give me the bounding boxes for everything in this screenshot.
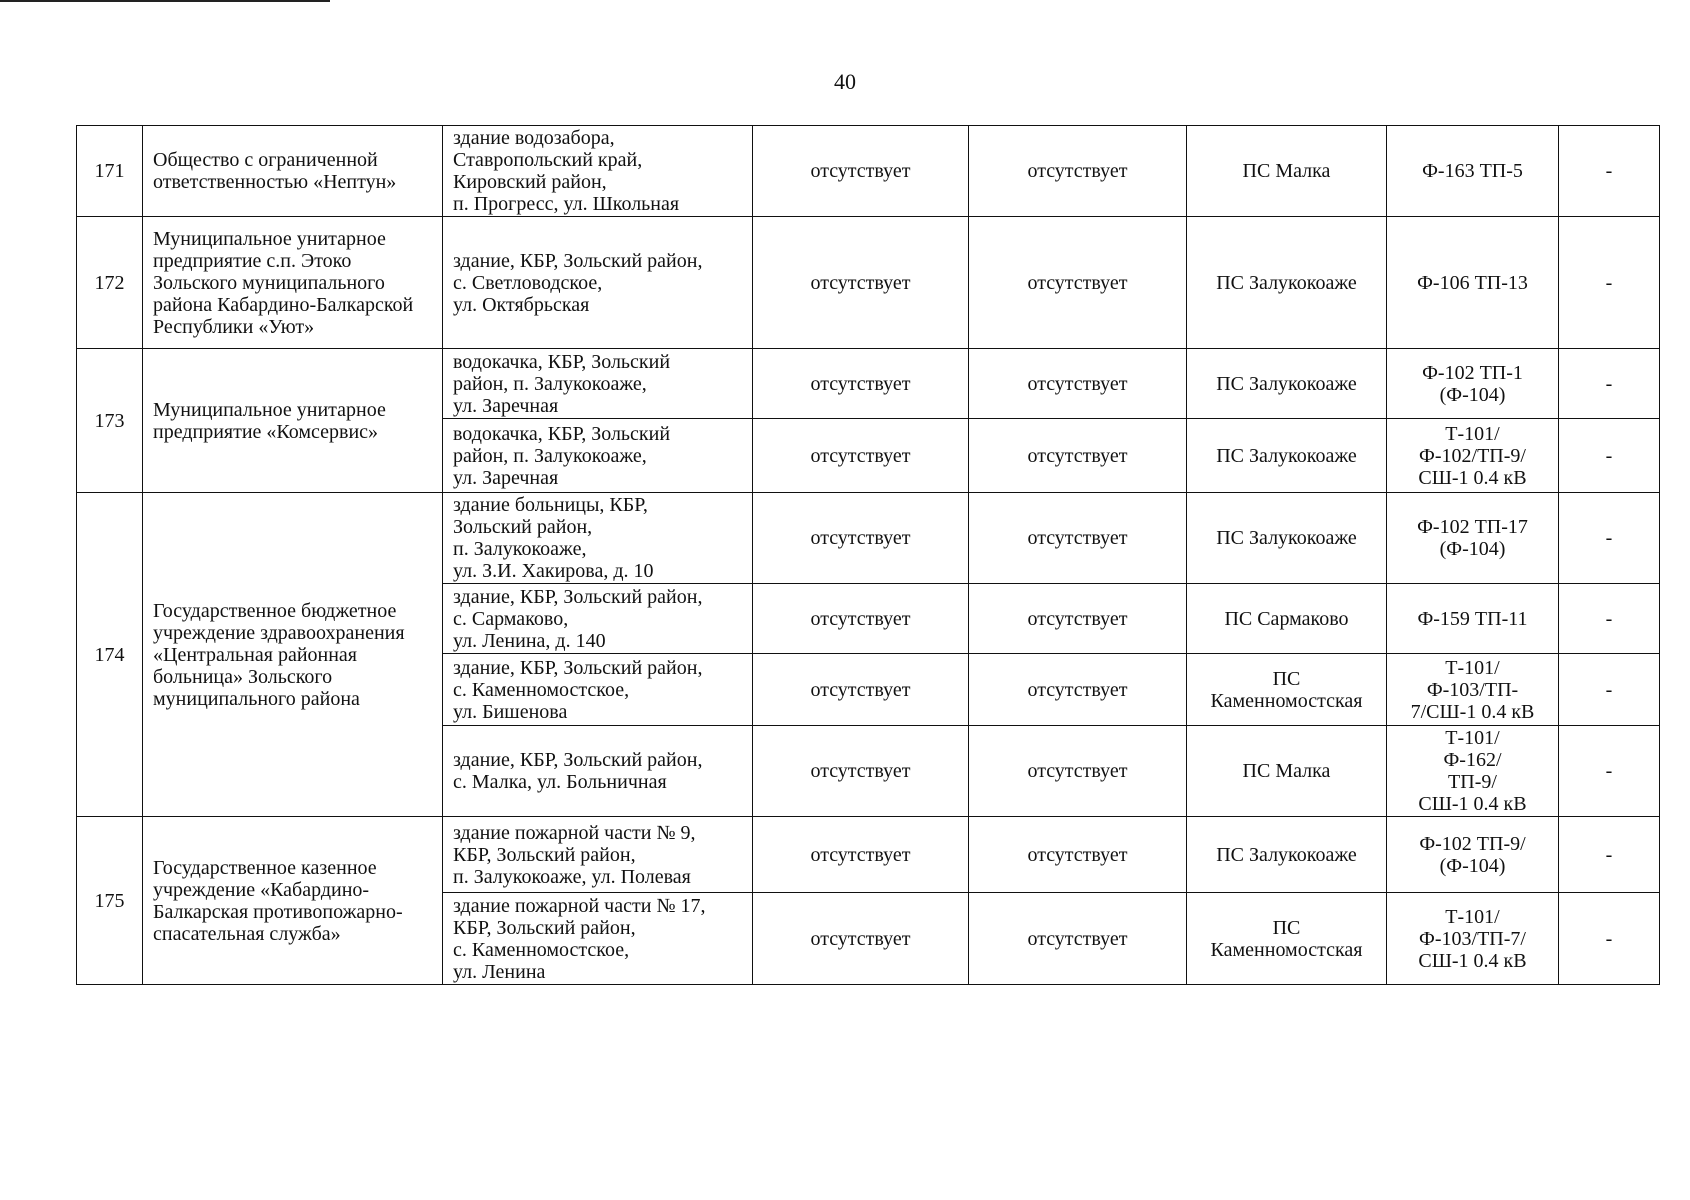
table-row — [77, 817, 1660, 893]
dash-cell: - — [1559, 584, 1660, 654]
feeder-cell: Т-101/ Ф-103/ТП-7/ СШ-1 0.4 кВ — [1387, 893, 1559, 985]
status-cell: отсутствует — [753, 126, 969, 217]
status-cell: отсутствует — [753, 584, 969, 654]
organization-name: Муниципальное унитарное предприятие «Комсервис» — [143, 349, 443, 493]
feeder-cell: Ф-102 ТП-9/ (Ф-104) — [1387, 817, 1559, 893]
organization-name: Государственное казенное учреждение «Кабардино-Балкарская противопожарно-спасательная служба» — [143, 817, 443, 985]
status-cell: отсутствует — [753, 349, 969, 419]
substation-cell: ПС Каменномостская — [1187, 654, 1387, 726]
object-address: здание пожарной части № 17, КБР, Зольский район, с. Каменномостское, ул. Ленина — [443, 893, 753, 985]
status-cell: отсутствует — [753, 893, 969, 985]
object-address: здание, КБР, Зольский район, с. Каменномостское, ул. Бишенова — [443, 654, 753, 726]
dash-cell: - — [1559, 493, 1660, 584]
feeder-cell: Ф-106 ТП-13 — [1387, 217, 1559, 349]
status-cell: отсутствует — [753, 654, 969, 726]
feeder-cell: Ф-102 ТП-1 (Ф-104) — [1387, 349, 1559, 419]
status-cell: отсутствует — [753, 817, 969, 893]
substation-cell: ПС Малка — [1187, 126, 1387, 217]
object-address: здание пожарной части № 9, КБР, Зольский район, п. Залукокоаже, ул. Полевая — [443, 817, 753, 893]
status-cell: отсутствует — [969, 126, 1187, 217]
status-cell: отсутствует — [969, 893, 1187, 985]
status-cell: отсутствует — [753, 493, 969, 584]
substation-cell: ПС Сармаково — [1187, 584, 1387, 654]
substation-cell: ПС Залукокоаже — [1187, 493, 1387, 584]
organization-name: Общество с ограниченной ответственностью «Нептун» — [143, 126, 443, 217]
status-cell: отсутствует — [753, 217, 969, 349]
feeder-cell: Ф-102 ТП-17 (Ф-104) — [1387, 493, 1559, 584]
row-number: 175 — [77, 817, 143, 985]
status-cell: отсутствует — [969, 584, 1187, 654]
substation-cell: ПС Залукокоаже — [1187, 349, 1387, 419]
object-address: водокачка, КБР, Зольский район, п. Залукокоаже, ул. Заречная — [443, 419, 753, 493]
object-address: здание, КБР, Зольский район, с. Сармаково, ул. Ленина, д. 140 — [443, 584, 753, 654]
dash-cell: - — [1559, 349, 1660, 419]
dash-cell: - — [1559, 126, 1660, 217]
status-cell: отсутствует — [969, 726, 1187, 817]
table-row — [77, 349, 1660, 419]
object-address: водокачка, КБР, Зольский район, п. Залукокоаже, ул. Заречная — [443, 349, 753, 419]
substation-cell: ПС Малка — [1187, 726, 1387, 817]
status-cell: отсутствует — [969, 419, 1187, 493]
dash-cell: - — [1559, 419, 1660, 493]
dash-cell: - — [1559, 654, 1660, 726]
feeder-cell: Ф-163 ТП-5 — [1387, 126, 1559, 217]
table-row — [77, 493, 1660, 584]
status-cell: отсутствует — [969, 349, 1187, 419]
dash-cell: - — [1559, 217, 1660, 349]
status-cell: отсутствует — [969, 217, 1187, 349]
row-number: 171 — [77, 126, 143, 217]
dash-cell: - — [1559, 893, 1660, 985]
organization-name: Государственное бюджетное учреждение здравоохранения «Центральная районная больница» Зольского муниципального района — [143, 493, 443, 817]
table-row — [77, 217, 1660, 349]
substation-cell: ПС Каменномостская — [1187, 893, 1387, 985]
status-cell: отсутствует — [969, 817, 1187, 893]
status-cell: отсутствует — [969, 654, 1187, 726]
page-number: 40 — [834, 69, 856, 94]
substation-cell: ПС Залукокоаже — [1187, 817, 1387, 893]
object-address: здание водозабора, Ставропольский край, Кировский район, п. Прогресс, ул. Школьная — [443, 126, 753, 217]
row-number: 172 — [77, 217, 143, 349]
feeder-cell: Ф-159 ТП-11 — [1387, 584, 1559, 654]
data-table — [76, 125, 1660, 985]
row-number: 173 — [77, 349, 143, 493]
status-cell: отсутствует — [753, 726, 969, 817]
status-cell: отсутствует — [969, 493, 1187, 584]
object-address: здание, КБР, Зольский район, с. Малка, ул. Больничная — [443, 726, 753, 817]
table-row — [77, 126, 1660, 217]
feeder-cell: Т-101/ Ф-162/ ТП-9/ СШ-1 0.4 кВ — [1387, 726, 1559, 817]
row-number: 174 — [77, 493, 143, 817]
organization-name: Муниципальное унитарное предприятие с.п. Этоко Зольского муниципального района Кабардино-Балкарской Республики «Уют» — [143, 217, 443, 349]
feeder-cell: Т-101/ Ф-103/ТП- 7/СШ-1 0.4 кВ — [1387, 654, 1559, 726]
dash-cell: - — [1559, 726, 1660, 817]
substation-cell: ПС Залукокоаже — [1187, 419, 1387, 493]
scan-border-line — [0, 0, 330, 2]
object-address: здание больницы, КБР, Зольский район, п. Залукокоаже, ул. З.И. Хакирова, д. 10 — [443, 493, 753, 584]
substation-cell: ПС Залукокоаже — [1187, 217, 1387, 349]
feeder-cell: Т-101/ Ф-102/ТП-9/ СШ-1 0.4 кВ — [1387, 419, 1559, 493]
object-address: здание, КБР, Зольский район, с. Светловодское, ул. Октябрьская — [443, 217, 753, 349]
status-cell: отсутствует — [753, 419, 969, 493]
dash-cell: - — [1559, 817, 1660, 893]
